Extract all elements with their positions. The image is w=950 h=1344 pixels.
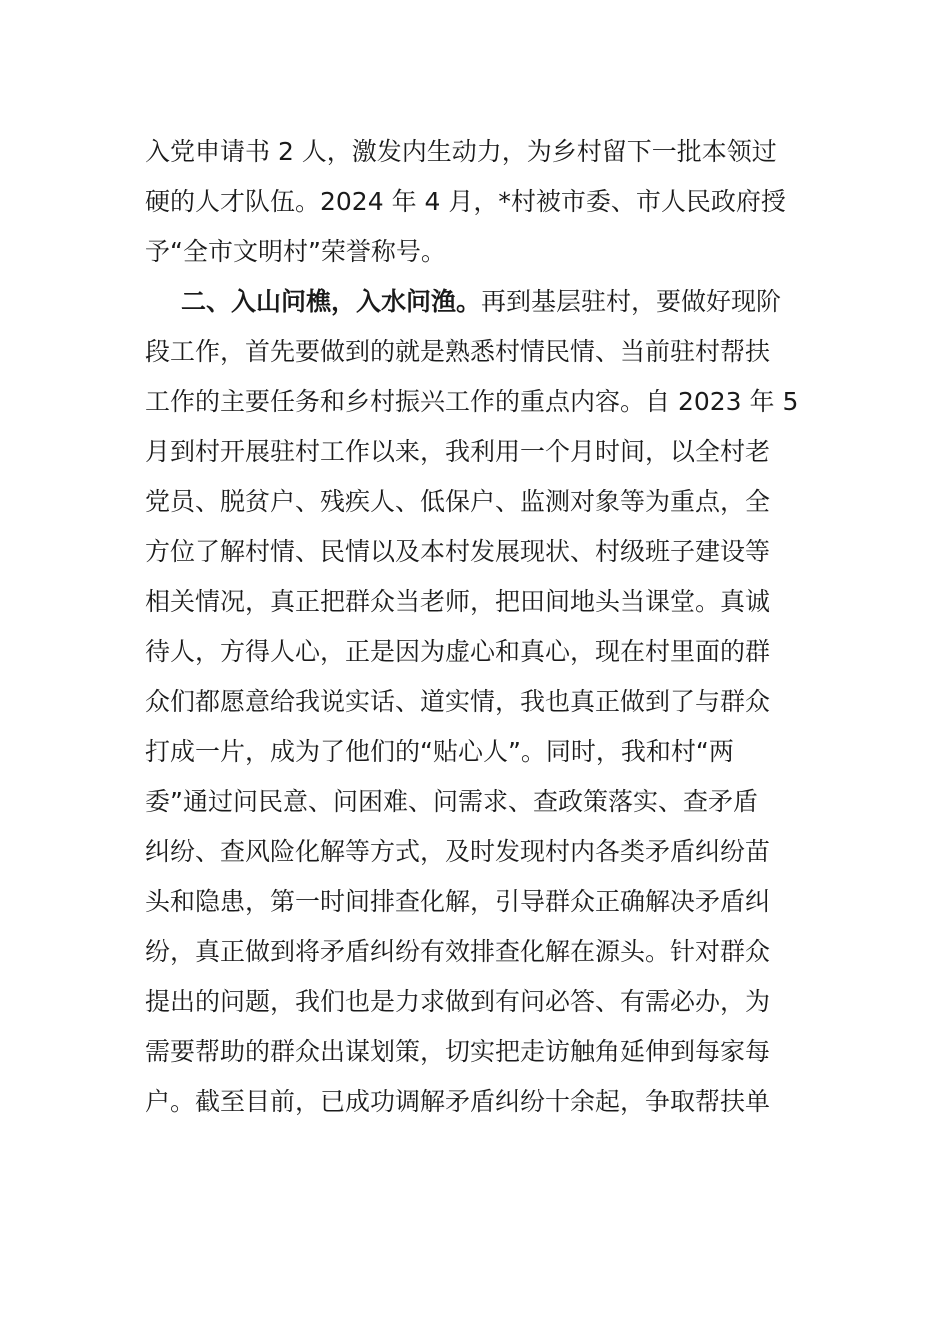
text-line: 相关情况，真正把群众当老师，把田间地头当课堂。真诚 bbox=[145, 587, 771, 616]
text-line: 予“全市文明村”荣誉称号。 bbox=[145, 237, 446, 266]
text-line: 纠纷、查风险化解等方式，及时发现村内各类矛盾纠纷苗 bbox=[145, 837, 771, 866]
text-line: 党员、脱贫户、残疾人、低保户、监测对象等为重点，全 bbox=[145, 487, 771, 516]
text-line: 入党申请书 2 人，激发内生动力，为乡村留下一批本领过 bbox=[145, 137, 777, 166]
text-line: 方位了解村情、民情以及本村发展现状、村级班子建设等 bbox=[145, 537, 771, 566]
text-line: 户。截至目前，已成功调解矛盾纠纷十余起，争取帮扶单 bbox=[145, 1087, 771, 1116]
text-line: 段工作，首先要做到的就是熟悉村情民情、当前驻村帮扶 bbox=[145, 337, 771, 366]
text-line: 需要帮助的群众出谋划策，切实把走访触角延伸到每家每 bbox=[145, 1037, 771, 1066]
text-line: 打成一片，成为了他们的“贴心人”。同时，我和村“两 bbox=[145, 737, 734, 766]
text-line: 工作的主要任务和乡村振兴工作的重点内容。自 2023 年 5 bbox=[145, 387, 799, 416]
text-line: 纷，真正做到将矛盾纠纷有效排查化解在源头。针对群众 bbox=[145, 937, 771, 966]
text-line: 待人，方得人心，正是因为虚心和真心，现在村里面的群 bbox=[145, 637, 771, 666]
text-line: 头和隐患，第一时间排查化解，引导群众正确解决矛盾纠 bbox=[145, 887, 771, 916]
text-line: 提出的问题，我们也是力求做到有问必答、有需必办，为 bbox=[145, 987, 771, 1016]
text-line: 月到村开展驻村工作以来，我利用一个月时间，以全村老 bbox=[145, 437, 771, 466]
document-body bbox=[145, 127, 825, 1127]
paragraph-2-first-line bbox=[145, 277, 825, 327]
section-heading: 二、入山问樵，入水问渔。 bbox=[181, 287, 482, 316]
paragraph-2 bbox=[145, 277, 825, 1127]
text-span: 再到基层驻村，要做好现阶 bbox=[481, 287, 782, 316]
text-line: 众们都愿意给我说实话、道实情，我也真正做到了与群众 bbox=[145, 687, 771, 716]
text-line: 硬的人才队伍。2024 年 4 月，*村被市委、市人民政府授 bbox=[145, 187, 786, 216]
text-line: 委”通过问民意、问困难、问需求、查政策落实、查矛盾 bbox=[145, 787, 758, 816]
paragraph-1 bbox=[145, 127, 825, 277]
